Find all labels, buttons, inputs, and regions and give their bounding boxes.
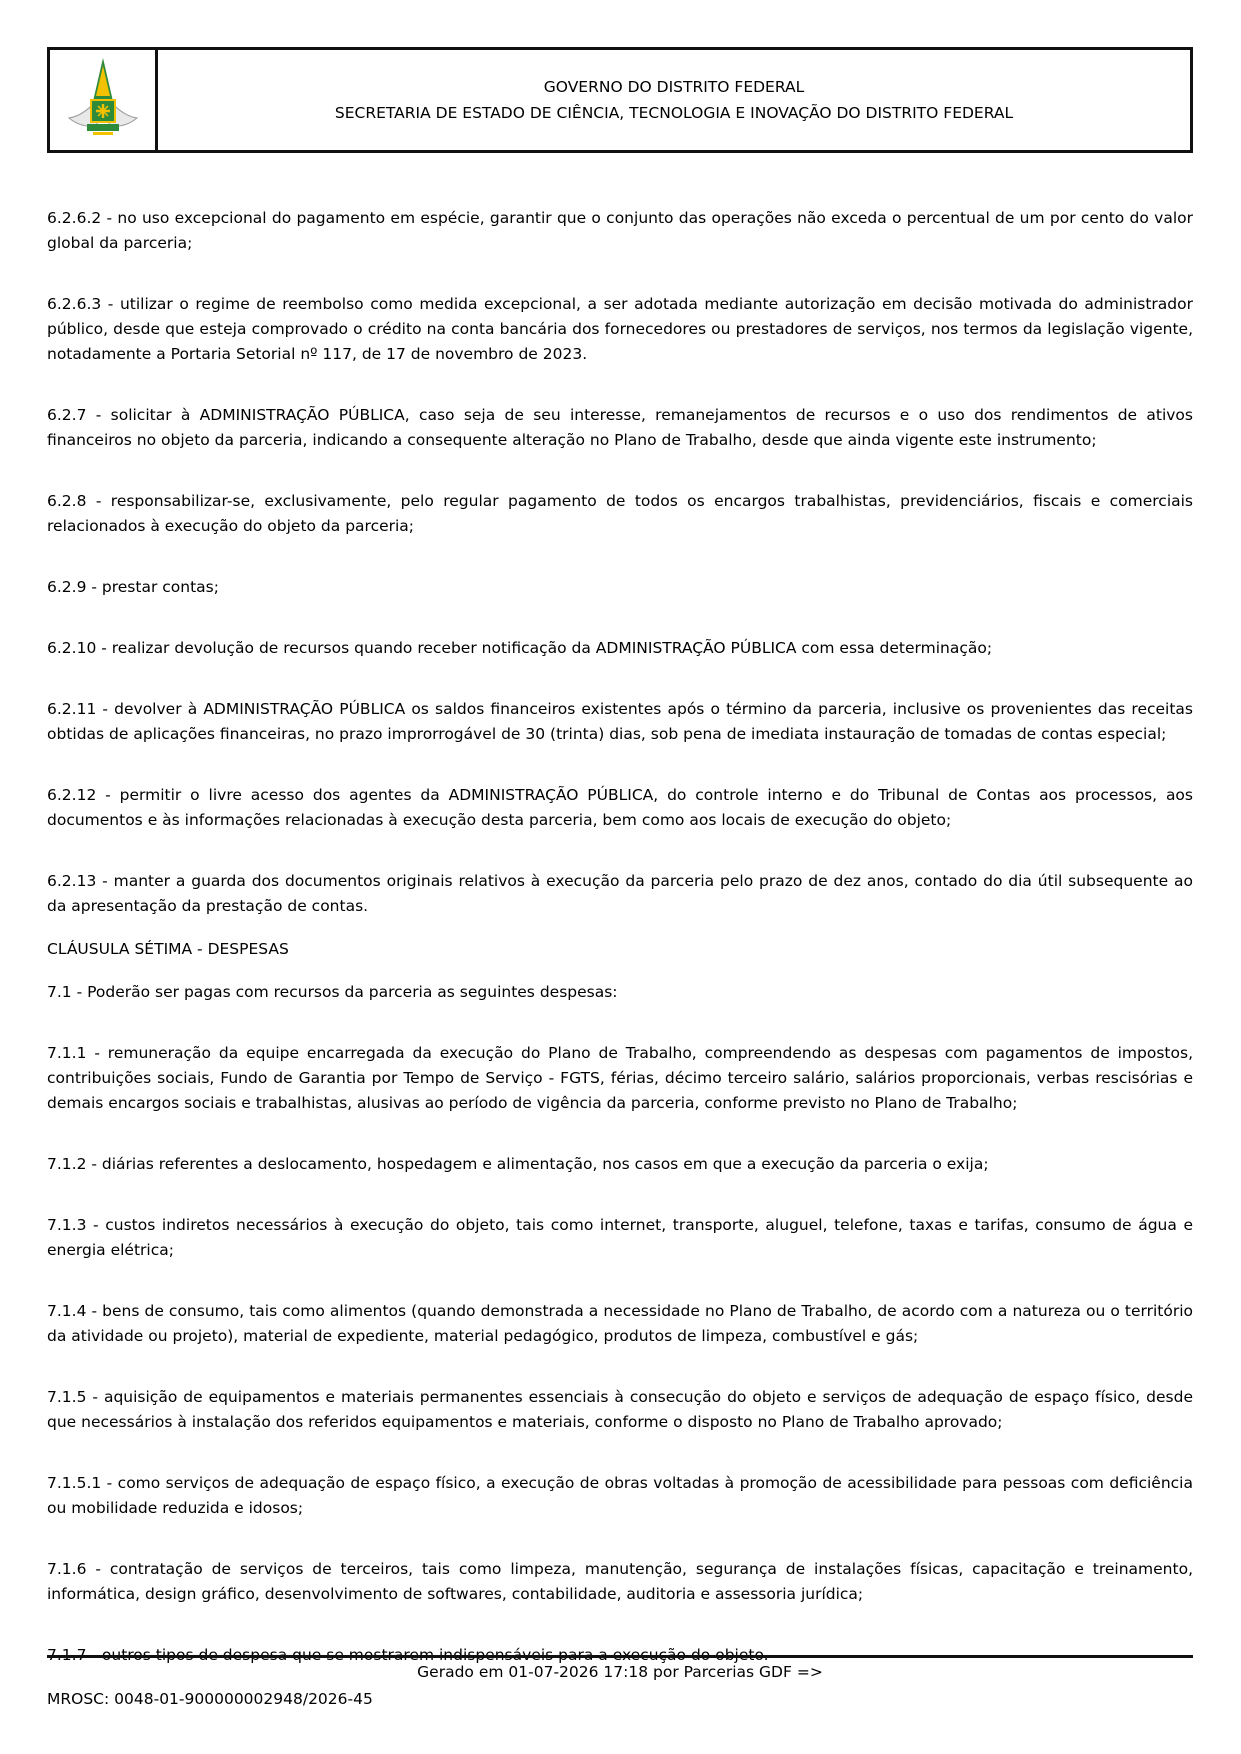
paragraph-7-1: 7.1 - Poderão ser pagas com recursos da parceria as seguintes despesas: [47,983,618,1001]
clause-heading: CLÁUSULA SÉTIMA - DESPESAS [47,940,289,958]
document-header [47,47,1193,153]
paragraph-6-2-11: 6.2.11 - devolver à ADMINISTRAÇÃO PÚBLICA os saldos financeiros existentes após o término da parceria, inclusive os provenientes das receitas obtidas de aplicações financeiras, no prazo improrrogável de 30 (trinta) dias, sob pena de imediata instauração de tomadas de contas especial; [47,700,1193,743]
header-title [158,50,1190,150]
gdf-coat-of-arms-icon [63,56,143,144]
paragraph-7-1-6: 7.1.6 - contratação de serviços de terceiros, tais como limpeza, manutenção, segurança de instalações físicas, capacitação e treinamento, informática, design gráfico, desenvolvimento de softwares, contabilidade, auditoria e assessoria jurídica; [47,1560,1193,1603]
paragraph-6-2-7: 6.2.7 - solicitar à ADMINISTRAÇÃO PÚBLICA, caso seja de seu interesse, remanejamentos de recursos e o uso dos rendimentos de ativos financeiros no objeto da parceria, indicando a consequente alteração no Plano de Trabalho, desde que ainda vigente este instrumento; [47,406,1193,449]
footer-divider [47,1655,1193,1658]
paragraph-6-2-10: 6.2.10 - realizar devolução de recursos quando receber notificação da ADMINISTRAÇÃO PÚBLICA com essa determinação; [47,639,993,657]
paragraph-6-2-8: 6.2.8 - responsabilizar-se, exclusivamente, pelo regular pagamento de todos os encargos trabalhistas, previdenciários, fiscais e comerciais relacionados à execução do objeto da parceria; [47,492,1193,535]
header-secretariat-line: SECRETARIA DE ESTADO DE CIÊNCIA, TECNOLOGIA E INOVAÇÃO DO DISTRITO FEDERAL [334,104,1014,122]
logo-cell [50,50,158,150]
paragraph-7-1-5-1: 7.1.5.1 - como serviços de adequação de espaço físico, a execução de obras voltadas à promoção de acessibilidade para pessoas com deficiência ou mobilidade reduzida e idosos; [47,1474,1193,1517]
document-body [47,206,1193,1686]
footer-generated-text: Gerado em 01-07-2026 17:18 por Parcerias GDF => [417,1663,823,1681]
paragraph-7-1-3: 7.1.3 - custos indiretos necessários à execução do objeto, tais como internet, transporte, aluguel, telefone, taxas e tarifas, consumo de água e energia elétrica; [47,1216,1193,1259]
paragraph-7-1-5: 7.1.5 - aquisição de equipamentos e materiais permanentes essenciais à consecução do objeto e serviços de adequação de espaço físico, desde que necessários à instalação dos referidos equipamentos e materiais, conforme o disposto no Plano de Trabalho aprovado; [47,1388,1193,1431]
paragraph-6-2-6-3: 6.2.6.3 - utilizar o regime de reembolso como medida excepcional, a ser adotada mediante autorização em decisão motivada do administrador público, desde que esteja comprovado o crédito na conta bancária dos fornecedores ou prestadores de serviços, nos termos da legislação vigente, notadamente a Portaria Setorial nº 117, de 17 de novembro de 2023. [47,295,1193,363]
paragraph-7-1-1: 7.1.1 - remuneração da equipe encarregada da execução do Plano de Trabalho, compreendendo as despesas com pagamentos de impostos, contribuições sociais, Fundo de Garantia por Tempo de Serviço - FGTS, férias, décimo terceiro salário, salários proporcionais, verbas rescisórias e demais encargos sociais e trabalhistas, alusivas ao período de vigência da parceria, conforme previsto no Plano de Trabalho; [47,1044,1193,1112]
paragraph-7-1-7: 7.1.7 - outros tipos de despesa que se mostrarem indispensáveis para a execução do objeto. [47,1646,769,1664]
paragraph-6-2-13: 6.2.13 - manter a guarda dos documentos originais relativos à execução da parceria pelo prazo de dez anos, contado do dia útil subsequente ao da apresentação da prestação de contas. [47,872,1193,915]
paragraph-7-1-2: 7.1.2 - diárias referentes a deslocamento, hospedagem e alimentação, nos casos em que a execução da parceria o exija; [47,1155,989,1173]
paragraph-6-2-9: 6.2.9 - prestar contas; [47,578,219,596]
paragraph-6-2-6-2: 6.2.6.2 - no uso excepcional do pagamento em espécie, garantir que o conjunto das operações não exceda o percentual de um por cento do valor global da parceria; [47,209,1193,252]
footer-mrosc-number: MROSC: 0048-01-900000002948/2026-45 [47,1690,373,1708]
paragraph-6-2-12: 6.2.12 - permitir o livre acesso dos agentes da ADMINISTRAÇÃO PÚBLICA, do controle interno e do Tribunal de Contas aos processos, aos documentos e às informações relacionadas à execução desta parceria, bem como aos locais de execução do objeto; [47,786,1193,829]
paragraph-7-1-4: 7.1.4 - bens de consumo, tais como alimentos (quando demonstrada a necessidade no Plano de Trabalho, de acordo com a natureza ou o território da atividade ou projeto), material de expediente, material pedagógico, produtos de limpeza, combustível e gás; [47,1302,1193,1345]
header-government-line: GOVERNO DO DISTRITO FEDERAL [543,78,805,96]
